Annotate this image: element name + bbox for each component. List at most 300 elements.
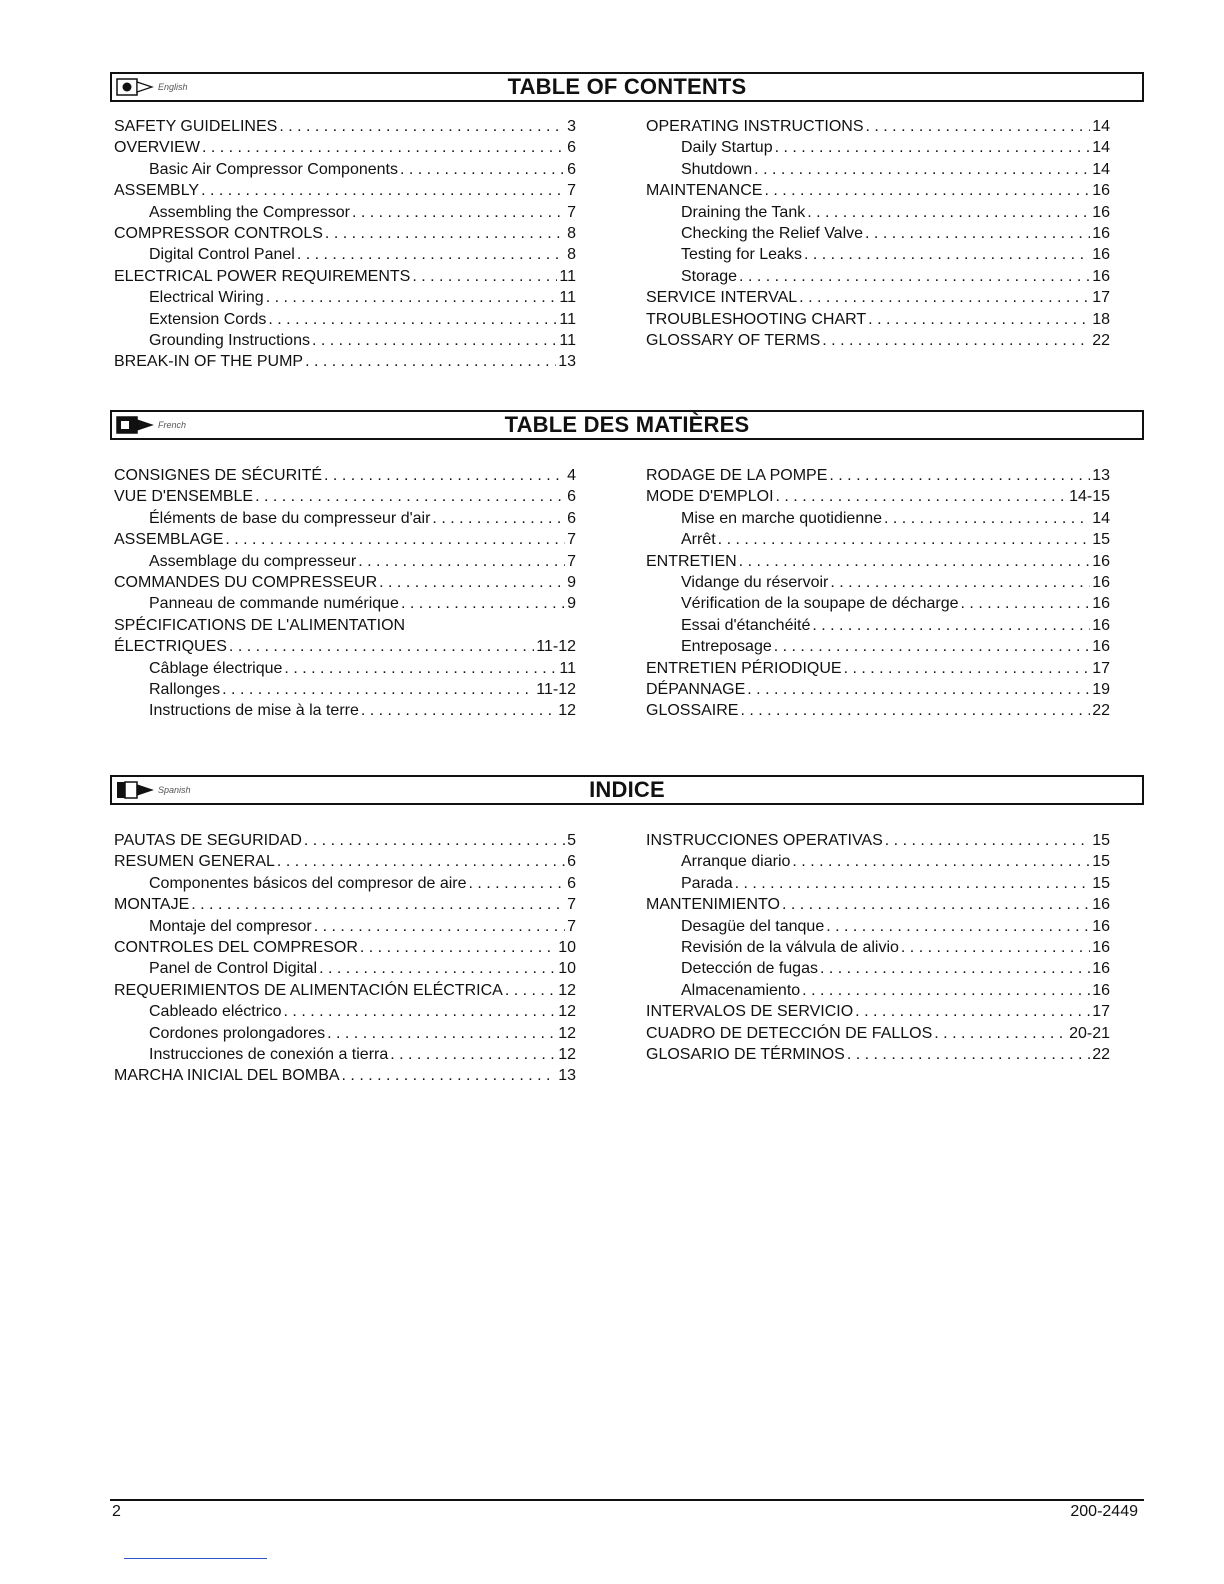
toc-entry-label: SAFETY GUIDELINES — [114, 118, 278, 135]
dot-leader — [469, 873, 566, 894]
toc-entry-label: ELECTRICAL POWER REQUIREMENTS — [114, 267, 411, 285]
toc-entry — [646, 679, 1110, 700]
toc-entry-label: Revisión de la válvula de alivio — [681, 938, 899, 956]
language-name: French — [158, 420, 187, 430]
toc-entry-label: OPERATING INSTRUCTIONS — [646, 118, 864, 135]
toc-entry-label: Éléments de base du compresseur d'air — [149, 509, 431, 527]
toc-entry-label: Essai d'étanchéité — [681, 616, 811, 634]
dot-leader — [255, 486, 565, 507]
toc-entry — [114, 223, 576, 244]
dot-leader — [319, 958, 556, 979]
dot-leader — [225, 529, 565, 550]
toc-entry-label: RODAGE DE LA POMPE — [646, 467, 828, 484]
toc-entry-label: ASSEMBLY — [114, 182, 200, 200]
toc-entry-page: 14 — [1092, 160, 1110, 178]
toc-entry-page: 13 — [558, 1067, 576, 1085]
toc-entry-page: 16 — [1092, 203, 1110, 221]
toc-entry — [114, 700, 576, 721]
toc-entry-label: Componentes básicos del compresor de aire — [149, 874, 467, 892]
dot-leader — [884, 508, 1090, 529]
toc-entry — [646, 180, 1110, 201]
toc-entry-page: 12 — [558, 1003, 576, 1021]
toc-entry — [646, 266, 1110, 287]
toc-entry — [114, 980, 576, 1001]
toc-entry — [114, 636, 576, 657]
toc-entry — [114, 137, 576, 158]
toc-entry-label: ÉLECTRIQUES — [114, 638, 227, 656]
dot-leader — [279, 116, 565, 137]
dot-leader — [352, 202, 565, 223]
toc-entry-label: DÉPANNAGE — [646, 680, 746, 698]
toc-entry-label: GLOSARIO DE TÉRMINOS — [646, 1045, 845, 1063]
toc-entry-page: 11 — [559, 289, 576, 307]
toc-entry-label: VUE D'ENSEMBLE — [114, 488, 254, 506]
dot-leader — [844, 658, 1091, 679]
toc-entry — [646, 830, 1110, 851]
dot-leader — [901, 937, 1090, 958]
toc-entry-label: COMMANDES DU COMPRESSEUR — [114, 573, 378, 591]
dot-leader — [847, 1044, 1090, 1065]
toc-entry-page: 6 — [567, 488, 576, 506]
toc-entry-label: Vidange du réservoir — [681, 573, 829, 591]
dot-leader — [266, 287, 558, 308]
toc-section-english — [110, 72, 1144, 371]
toc-entry-label: Vérification de la soupape de décharge — [681, 595, 959, 613]
toc-entry-label: INSTRUCCIONES OPERATIVAS — [646, 832, 883, 849]
toc-entry-page: 17 — [1092, 1003, 1110, 1021]
dot-leader — [314, 916, 565, 937]
toc-entry — [646, 700, 1110, 721]
toc-entry-label: Montaje del compresor — [149, 917, 312, 935]
dot-leader — [822, 330, 1090, 351]
toc-entry-page: 16 — [1092, 896, 1110, 914]
toc-entry-label: Detección de fugas — [681, 960, 818, 978]
toc-entry — [114, 916, 576, 937]
toc-entry-page: 16 — [1092, 981, 1110, 999]
toc-entry-page: 12 — [558, 702, 576, 720]
dot-leader — [799, 287, 1090, 308]
toc-entry-label: Câblage électrique — [149, 659, 283, 677]
toc-entry-page: 7 — [567, 896, 576, 914]
toc-entry-label: Extension Cords — [149, 310, 267, 328]
toc-entry-page: 16 — [1092, 182, 1110, 200]
dot-leader — [792, 851, 1090, 872]
dot-leader — [774, 636, 1090, 657]
toc-entry — [114, 202, 576, 223]
toc-entry — [114, 679, 576, 700]
toc-entry — [114, 593, 576, 614]
dot-leader — [747, 679, 1090, 700]
toc-entry-label: MARCHA INICIAL DEL BOMBA — [114, 1067, 340, 1085]
toc-entry — [646, 980, 1110, 1001]
toc-entry-label: Arrêt — [681, 531, 716, 549]
toc-entry-label: OVERVIEW — [114, 139, 200, 157]
toc-entry — [114, 508, 576, 529]
toc-entry — [646, 287, 1110, 308]
dot-leader — [361, 700, 556, 721]
toc-entry-label: TROUBLESHOOTING CHART — [646, 310, 867, 328]
toc-entry — [646, 330, 1110, 351]
toc-entry-page: 11 — [559, 331, 576, 349]
toc-entry-page: 15 — [1092, 531, 1110, 549]
toc-entry — [646, 1044, 1110, 1065]
toc-entry-page: 16 — [1092, 552, 1110, 570]
toc-entry-label: Arranque diario — [681, 853, 791, 871]
dot-leader — [201, 180, 565, 201]
toc-entry-page: 7 — [567, 182, 576, 200]
section-header — [110, 72, 1144, 102]
toc-entry — [646, 1001, 1110, 1022]
toc-entry-label: ENTRETIEN PÉRIODIQUE — [646, 659, 842, 677]
dot-leader — [820, 958, 1090, 979]
dot-leader — [358, 551, 565, 572]
dot-leader — [277, 851, 565, 872]
toc-entry-page: 22 — [1092, 702, 1110, 720]
toc-entry — [646, 465, 1110, 486]
dot-leader — [718, 529, 1091, 550]
toc-entry-label: ENTRETIEN — [646, 552, 737, 570]
toc-entry — [114, 180, 576, 201]
dot-leader — [327, 1023, 556, 1044]
toc-entry-label: MAINTENANCE — [646, 182, 763, 200]
dot-leader — [312, 330, 557, 351]
dot-leader — [739, 266, 1090, 287]
dot-leader — [432, 508, 565, 529]
toc-entry — [114, 465, 576, 486]
toc-entry-label: PAUTAS DE SEGURIDAD — [114, 832, 302, 849]
dot-leader — [229, 636, 534, 657]
toc-entry-label: MANTENIMIENTO — [646, 896, 780, 914]
toc-entry-page: 8 — [567, 224, 576, 242]
toc-entry-label: Testing for Leaks — [681, 246, 802, 264]
toc-entry — [114, 159, 576, 180]
toc-entry-label: CONSIGNES DE SÉCURITÉ — [114, 467, 323, 484]
toc-entry-page: 7 — [567, 203, 576, 221]
toc-entry-page: 12 — [558, 1045, 576, 1063]
toc-entry-page: 9 — [567, 573, 576, 591]
toc-entry — [114, 287, 576, 308]
toc-entry-page: 17 — [1092, 289, 1110, 307]
dot-leader — [826, 916, 1090, 937]
toc-entry — [114, 330, 576, 351]
toc-entry-page: 6 — [567, 139, 576, 157]
toc-entry-label: COMPRESSOR CONTROLS — [114, 224, 323, 242]
dot-leader — [807, 202, 1090, 223]
dot-leader — [829, 465, 1090, 486]
section-title: TABLE DES MATIÈRES — [504, 412, 750, 437]
toc-entry-page: 7 — [567, 917, 576, 935]
toc-entry-page: 5 — [567, 832, 576, 849]
toc-entry — [114, 529, 576, 550]
toc-entry-label: SERVICE INTERVAL — [646, 289, 798, 307]
toc-entry-page: 14 — [1092, 509, 1110, 527]
dot-leader — [297, 244, 565, 265]
dot-leader — [812, 615, 1090, 636]
dot-leader — [804, 244, 1090, 265]
toc-entry — [646, 937, 1110, 958]
dot-leader — [775, 137, 1091, 158]
toc-entry-page: 17 — [1092, 659, 1110, 677]
language-name: Spanish — [158, 785, 191, 795]
toc-entry-page: 11 — [559, 310, 576, 328]
toc-entry-label: RESUMEN GENERAL — [114, 853, 275, 871]
toc-entry — [646, 137, 1110, 158]
dot-leader — [739, 551, 1091, 572]
toc-entry — [114, 958, 576, 979]
toc-entry — [114, 309, 576, 330]
footer-rule — [110, 1499, 1144, 1501]
toc-column-right — [646, 465, 1110, 722]
toc-entry-label: Panel de Control Digital — [149, 960, 318, 978]
toc-entry-label: Instrucciones de conexión a tierra — [149, 1045, 389, 1063]
toc-entry-page: 14-15 — [1069, 488, 1110, 506]
toc-entry-page: 4 — [567, 467, 576, 484]
dot-leader — [325, 223, 565, 244]
dot-leader — [412, 266, 557, 287]
toc-entry-page: 16 — [1092, 960, 1110, 978]
section-header — [110, 775, 1144, 805]
toc-entry-label: REQUERIMIENTOS DE ALIMENTACIÓN ELÉCTRICA — [114, 981, 503, 999]
toc-entry-label: Cableado eléctrico — [149, 1003, 282, 1021]
toc-entry-page: 6 — [567, 509, 576, 527]
dot-leader — [360, 937, 556, 958]
toc-entry — [646, 894, 1110, 915]
toc-entry-page: 6 — [567, 853, 576, 871]
dot-leader — [222, 679, 534, 700]
toc-entry-label: Digital Control Panel — [149, 246, 295, 264]
toc-entry-label: INTERVALOS DE SERVICIO — [646, 1003, 854, 1021]
toc-entry — [114, 894, 576, 915]
page-number: 2 — [112, 1503, 121, 1520]
toc-entry-page: 15 — [1092, 832, 1110, 849]
dot-leader — [202, 137, 565, 158]
toc-entry-label: Shutdown — [681, 160, 753, 178]
toc-entry-label: Panneau de commande numérique — [149, 595, 399, 613]
toc-entry-label: Grounding Instructions — [149, 331, 310, 349]
dot-leader — [764, 180, 1090, 201]
section-title: INDICE — [589, 777, 665, 802]
toc-section-spanish — [110, 775, 1144, 1085]
toc-entry-page: 22 — [1092, 331, 1110, 349]
toc-entry-label: GLOSSAIRE — [646, 702, 739, 720]
dot-leader — [284, 1001, 557, 1022]
toc-entry — [114, 1023, 576, 1044]
toc-entry-label: Cordones prolongadores — [149, 1024, 326, 1042]
toc-entry-page: 7 — [567, 552, 576, 570]
toc-entry-page: 12 — [558, 1024, 576, 1042]
toc-entry-page: 12 — [558, 981, 576, 999]
toc-entry — [114, 1044, 576, 1065]
toc-entry-page: 16 — [1092, 616, 1110, 634]
toc-column-right — [646, 830, 1110, 1065]
toc-entry — [646, 916, 1110, 937]
dot-leader — [191, 894, 565, 915]
dot-leader — [379, 572, 565, 593]
toc-entry-page: 3 — [567, 118, 576, 135]
language-name: English — [158, 82, 188, 92]
toc-entry-label: Assembling the Compressor — [149, 203, 350, 221]
toc-entry — [646, 593, 1110, 614]
toc-entry — [114, 937, 576, 958]
dot-leader — [885, 830, 1090, 851]
dot-leader — [505, 980, 556, 1001]
dot-leader — [284, 658, 557, 679]
dot-leader — [865, 223, 1090, 244]
dot-leader — [776, 486, 1068, 507]
toc-entry-page: 11-12 — [536, 680, 576, 698]
toc-entry-page: 8 — [567, 246, 576, 264]
toc-entry-page: 16 — [1092, 938, 1110, 956]
toc-entry — [114, 244, 576, 265]
toc-section-french — [110, 410, 1144, 720]
dot-leader — [324, 465, 565, 486]
toc-entry — [114, 658, 576, 679]
toc-entry-label: Almacenamiento — [681, 981, 801, 999]
toc-entry-page: 20-21 — [1069, 1024, 1110, 1042]
toc-entry — [646, 508, 1110, 529]
toc-entry — [646, 636, 1110, 657]
dot-leader — [390, 1044, 556, 1065]
dot-leader — [830, 572, 1090, 593]
toc-entry — [114, 1001, 576, 1022]
toc-entry — [114, 486, 576, 507]
toc-entry-page: 16 — [1092, 638, 1110, 656]
dot-leader — [740, 700, 1090, 721]
dot-leader — [782, 894, 1090, 915]
dot-leader — [754, 159, 1090, 180]
toc-entry-page: 6 — [567, 160, 576, 178]
toc-entry-label: ASSEMBLAGE — [114, 531, 224, 549]
toc-entry-page: 14 — [1092, 118, 1110, 135]
section-title: TABLE OF CONTENTS — [507, 74, 747, 99]
toc-entry-page: 6 — [567, 874, 576, 892]
toc-entry-label: Desagüe del tanque — [681, 917, 825, 935]
dot-leader — [305, 351, 556, 372]
toc-entry-page: 11 — [559, 659, 576, 677]
toc-entry-label: MONTAJE — [114, 896, 190, 914]
toc-entry-page: 16 — [1092, 267, 1110, 285]
toc-entry-page: 16 — [1092, 595, 1110, 613]
toc-entry-page: 13 — [558, 353, 576, 371]
dot-leader — [342, 1065, 557, 1086]
toc-entry-label: Electrical Wiring — [149, 289, 264, 307]
toc-entry — [646, 309, 1110, 330]
toc-entry-page: 9 — [567, 595, 576, 613]
toc-entry-page: 15 — [1092, 853, 1110, 871]
dot-leader — [961, 593, 1091, 614]
toc-entry — [114, 873, 576, 894]
dot-leader — [400, 159, 565, 180]
toc-entry-page: 16 — [1092, 224, 1110, 242]
toc-entry-page: 14 — [1092, 139, 1110, 157]
toc-entry-page: 10 — [558, 938, 576, 956]
toc-entry-page: 19 — [1092, 680, 1110, 698]
toc-entry — [114, 116, 576, 137]
toc-entry — [646, 486, 1110, 507]
toc-entry-label: MODE D'EMPLOI — [646, 488, 774, 506]
toc-entry — [646, 116, 1110, 137]
toc-column-left — [114, 465, 576, 722]
toc-entry — [114, 1065, 576, 1086]
toc-entry-label: SPÉCIFICATIONS DE L'ALIMENTATION — [114, 616, 406, 634]
toc-entry-label: Checking the Relief Valve — [681, 224, 864, 242]
toc-entry — [646, 958, 1110, 979]
toc-entry — [646, 658, 1110, 679]
dot-leader — [855, 1001, 1090, 1022]
toc-entry-page: 11 — [559, 267, 576, 285]
toc-entry — [114, 572, 576, 593]
bottom-divider — [124, 1558, 267, 1559]
toc-entry-label: Storage — [681, 267, 738, 285]
toc-entry — [114, 615, 576, 636]
dot-leader — [401, 593, 565, 614]
toc-entry-label: Instructions de mise à la terre — [149, 702, 359, 720]
toc-entry-label: CUADRO DE DETECCIÓN DE FALLOS — [646, 1024, 933, 1042]
toc-entry — [646, 244, 1110, 265]
toc-entry-label: Entreposage — [681, 638, 772, 656]
toc-entry-label: Draining the Tank — [681, 203, 806, 221]
toc-entry-page: 10 — [558, 960, 576, 978]
toc-entry — [114, 830, 576, 851]
toc-entry-label: BREAK-IN OF THE PUMP — [114, 353, 304, 371]
toc-entry-label: CONTROLES DEL COMPRESOR — [114, 938, 358, 956]
toc-entry — [114, 351, 576, 372]
toc-entry-page: 16 — [1092, 246, 1110, 264]
dot-leader — [868, 309, 1090, 330]
dot-leader — [866, 116, 1091, 137]
toc-entry-page: 7 — [567, 531, 576, 549]
toc-entry-page: 11-12 — [536, 638, 576, 656]
dot-leader — [802, 980, 1090, 1001]
toc-entry — [646, 159, 1110, 180]
toc-entry — [646, 551, 1110, 572]
toc-entry — [646, 529, 1110, 550]
toc-entry — [646, 202, 1110, 223]
toc-entry-page: 22 — [1092, 1045, 1110, 1063]
toc-entry-page: 18 — [1092, 310, 1110, 328]
toc-entry-page: 16 — [1092, 573, 1110, 591]
toc-entry — [646, 1023, 1110, 1044]
toc-entry-label: Parada — [681, 874, 733, 892]
dot-leader — [735, 873, 1091, 894]
toc-entry-label: GLOSSARY OF TERMS — [646, 331, 821, 349]
section-header — [110, 410, 1144, 440]
toc-entry — [646, 873, 1110, 894]
toc-entry-page: 16 — [1092, 917, 1110, 935]
toc-column-right — [646, 116, 1110, 351]
toc-entry — [114, 551, 576, 572]
toc-entry — [646, 223, 1110, 244]
toc-entry — [114, 266, 576, 287]
toc-entry-label: Daily Startup — [681, 139, 773, 157]
document-number: 200-2449 — [1070, 1503, 1138, 1520]
toc-entry — [114, 851, 576, 872]
toc-column-left — [114, 830, 576, 1087]
toc-entry-page: 13 — [1092, 467, 1110, 484]
toc-entry — [646, 615, 1110, 636]
toc-entry-label: Assemblage du compresseur — [149, 552, 357, 570]
toc-column-left — [114, 116, 576, 373]
dot-leader — [934, 1023, 1067, 1044]
dot-leader — [304, 830, 565, 851]
toc-entry-label: Rallonges — [149, 680, 221, 698]
toc-entry-label: Mise en marche quotidienne — [681, 509, 883, 527]
toc-entry-label: Basic Air Compressor Components — [149, 160, 398, 178]
toc-entry — [646, 851, 1110, 872]
toc-entry-page: 15 — [1092, 874, 1110, 892]
dot-leader — [268, 309, 557, 330]
toc-entry — [646, 572, 1110, 593]
